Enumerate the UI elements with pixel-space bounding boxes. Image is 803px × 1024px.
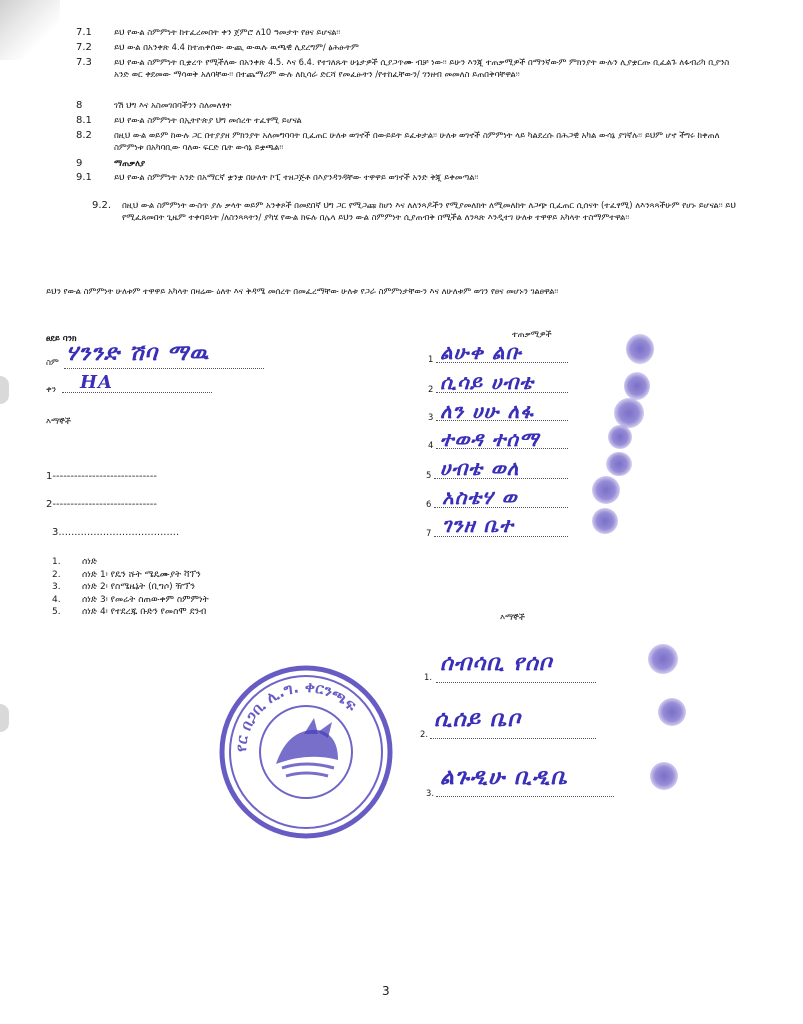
thumbprint-icon bbox=[624, 372, 650, 400]
punch-hole-mark bbox=[0, 704, 9, 732]
thumbprint-icon bbox=[650, 762, 678, 790]
signer-signature: ሀብቴ ወለ bbox=[440, 456, 520, 480]
left-name-signature: ሃንንድ ሽባ ማዉ bbox=[66, 340, 210, 366]
clause-text: በዚህ ውል ስምምነት ውስጥ ያሉ ቃላት ወይም አንቀጾች በመደበኛ ህግ ጋር የሚጋጩ ከሆነ እና ለለንጻዶችን የሚያመለክት ለሚመለከት ለጋጭ ቢፈጠር ሲሰናት (ተፈፃሚ) ለእንጻጻችሁም የሆኑ ይሆናል፡፡ ይህ የሚፈጸመበት ጊዜም ተቀባይነት /ለስንጻጻትን/ ያካሄ የውል ክፍሉ በሌላ ይህን ውል ስምምነት ሲያጠብቅ በሚችል ለንጻጽ እንዲተገ ሁለቱ ተዋዋይ አካላት ተስማምተዋል፡፡ bbox=[122, 200, 736, 222]
list-item-text: ሰነድ 2፡ የስሜዜኔት (ቢግሶ) ዥፕን bbox=[82, 582, 195, 592]
signer-number: 6 bbox=[426, 499, 432, 509]
witnesses-label: እማኞች bbox=[46, 416, 71, 426]
clause-number: 7.2 bbox=[76, 42, 92, 53]
clause-text: ይህ የውል ስምምነት ቢቋረጥ የሚችለው በአንቀጽ 4.5. እና 6.4. የተገለጹት ሁኔታዎች ሲያጋጥሙ ብቻ ነው፡፡ ይሁን እንጂ ተጠቃሚዎች በማንኛውም ምክንያት ውሉን ሊያቋርጡ ቢፈልጉ ለፋብሪካ ቢያንስ አንድ ወር ቀደመው ማሳወቅ አለባቸው፡፡ በተጨማሪም ውሉ ለኪሳራ ድርሻ የመፈፁትን /የተከፈቸውን/ ገንዘብ መመለስ ይጠበቅባቸዋል፡፡ bbox=[114, 57, 730, 79]
thumbprint-icon bbox=[614, 398, 644, 428]
clause-number: 9.1 bbox=[76, 172, 92, 183]
thumbprint-icon bbox=[592, 476, 620, 504]
witness2-number: 3. bbox=[426, 788, 434, 798]
list-item-number: 2. bbox=[52, 569, 61, 580]
signer-signature: ሲሳይ ሀብቴ bbox=[440, 370, 534, 394]
list-item-number: 3. bbox=[52, 582, 61, 592]
list-item bbox=[52, 569, 209, 582]
clause-text: በዚህ ውል ወይም ከውሉ ጋር በተያያዘ ምክንያት አለመግባባት ቢፈጠር ሁለቱ ወገኖች በውይይት ይፈቱታል፡፡ ሁለቱ ወገኖች ስምምነት ላይ ካልደረሱ በሕጋዊ አካል ውሳኔ ያገኛሉ፡፡ ይህም ሆኖ ችግሩ ከቀጠለ ስምምነቱ በአካባቢው ባለው ፍርድ ቤት ውሳኔ ይቋጫል፡፡ bbox=[114, 130, 720, 152]
list-item bbox=[52, 581, 209, 594]
list-item bbox=[52, 556, 209, 569]
name-label: ስም bbox=[46, 357, 59, 367]
clause-text: ይህ የውል ስምምነት ከተፈረመበት ቀን ጀምሮ ለ10 ዓመታት የፀና ይሆናል፡፡ bbox=[114, 27, 341, 37]
list-item bbox=[52, 606, 209, 619]
signer-signature: ልሁቀ ልቡ bbox=[440, 340, 522, 364]
signer-number: 7 bbox=[426, 528, 432, 538]
witness2-signature: ልጉዲሁ ቢዲቤ bbox=[440, 764, 569, 790]
list-item-text: ሰነድ bbox=[82, 557, 98, 567]
witness-line-1: 1----------------------------- bbox=[46, 471, 158, 482]
signer-signature: ገንዘ ቤተ bbox=[442, 513, 514, 537]
thumbprint-icon bbox=[606, 452, 632, 476]
clause-text: ይህ የውል ስምምነት አንድ በአማርኛ ቋንቋ በሁለት ኮፒ ተዘጋጅቶ በእያንዳንዳቸው ተዋዋይ ወገኖች አንድ ቅጂ ይቀመጣል፡፡ bbox=[114, 172, 479, 182]
signer-signature: ተወዳ ተሰማ bbox=[440, 427, 540, 451]
witness2-number: 1. bbox=[424, 672, 432, 682]
signer-number: 3 bbox=[428, 412, 434, 422]
clause-number: 9 bbox=[76, 158, 83, 169]
closing-paragraph: ይህን የውል ስምምነት ሁለቱም ተዋዋይ አካላት በዛሬው ዕለት እና ቅዳሜ መሰረት በመፈረማቸው ሁለቱ የጋራ ስምምነታቸውን እና ለሁለቱም ወገን የፀና መሆኑን ገልፀዋል፡፡ bbox=[46, 286, 559, 296]
witness2-signature: ሰብሳቢ የሰቦ bbox=[440, 650, 553, 676]
list-item-number: 5. bbox=[52, 607, 61, 617]
left-date-signature: HA bbox=[80, 372, 113, 393]
thumbprint-icon bbox=[592, 508, 618, 534]
date-label: ቀን bbox=[46, 384, 57, 394]
thumbprint-icon bbox=[608, 425, 632, 449]
clause-number: 7.1 bbox=[76, 27, 92, 38]
witness-line-3: 3...................................... bbox=[52, 527, 180, 538]
right-party-title: ተጠቃሚዎች bbox=[512, 329, 552, 339]
stamp-text: የር በጋቢ ሊ.ግ. ቀርንጫፍ bbox=[231, 677, 361, 753]
signer-number: 4 bbox=[428, 440, 434, 450]
list-item bbox=[52, 594, 209, 607]
thumbprint-icon bbox=[648, 644, 678, 674]
signer-signature: አስቴሃ ወ bbox=[442, 485, 518, 509]
official-stamp-icon bbox=[218, 664, 394, 840]
clause-text: ይህ ውል በአንቀጽ 4.4 ከተጠቀሰው ውጪ ውዉሉ ዉጫዊ ሊደረግም/ ፅሕፁትም bbox=[114, 42, 359, 52]
list-item-text: ሰነድ 4፡ የተደረጁ ቡድን የመስሞ ደንብ bbox=[82, 607, 207, 617]
list-item-number: 1. bbox=[52, 557, 61, 567]
name-line bbox=[64, 368, 264, 369]
clause-number: 8.1 bbox=[76, 115, 92, 126]
list-item-number: 4. bbox=[52, 594, 61, 605]
signer-number: 1 bbox=[428, 354, 434, 364]
clause-number: 8 bbox=[76, 100, 83, 111]
clause-number: 7.3 bbox=[76, 57, 92, 68]
clause-number: 9.2. bbox=[92, 200, 112, 211]
witness2-line bbox=[436, 796, 614, 797]
thumbprint-icon bbox=[658, 698, 686, 726]
clause-text: ይህ የውል ስምምነት በኢትዮጵያ ህግ መሰረት ተፈፃሚ ይሆናል bbox=[114, 115, 302, 125]
page-number: 3 bbox=[382, 984, 390, 998]
clause-text: ማጠቃለያ bbox=[114, 158, 146, 168]
witness-line-2: 2----------------------------- bbox=[46, 499, 158, 510]
list-item-text: ሰነድ 1፡ የዴን ሹት ሜዴሙያት ቫፕን bbox=[82, 569, 201, 580]
witnesses2-label: እማኞች bbox=[500, 612, 525, 622]
signer-number: 2 bbox=[428, 384, 434, 394]
clause-number: 8.2 bbox=[76, 130, 92, 141]
witness2-signature: ሲሰይ ቤቦ bbox=[434, 706, 521, 732]
signer-signature: ለን ሀሁ ለፋ bbox=[440, 399, 534, 423]
punch-hole-mark bbox=[0, 376, 9, 404]
attachments-list bbox=[52, 556, 209, 619]
list-item-text: ሰነድ 3፡ የመሬት ስጠውቀም ስምምነት bbox=[82, 594, 209, 605]
witness2-line bbox=[436, 682, 596, 683]
clause-text: ገሽ ህግ እና አስመገበባችንን ስለመለፃት bbox=[114, 100, 232, 110]
witness2-line bbox=[430, 738, 596, 739]
thumbprint-icon bbox=[626, 334, 654, 364]
signer-number: 5 bbox=[426, 470, 432, 480]
left-party-title: ፀደይ ባንክ bbox=[46, 333, 77, 343]
witness2-number: 2. bbox=[420, 729, 428, 739]
page-corner-shadow bbox=[0, 0, 60, 60]
